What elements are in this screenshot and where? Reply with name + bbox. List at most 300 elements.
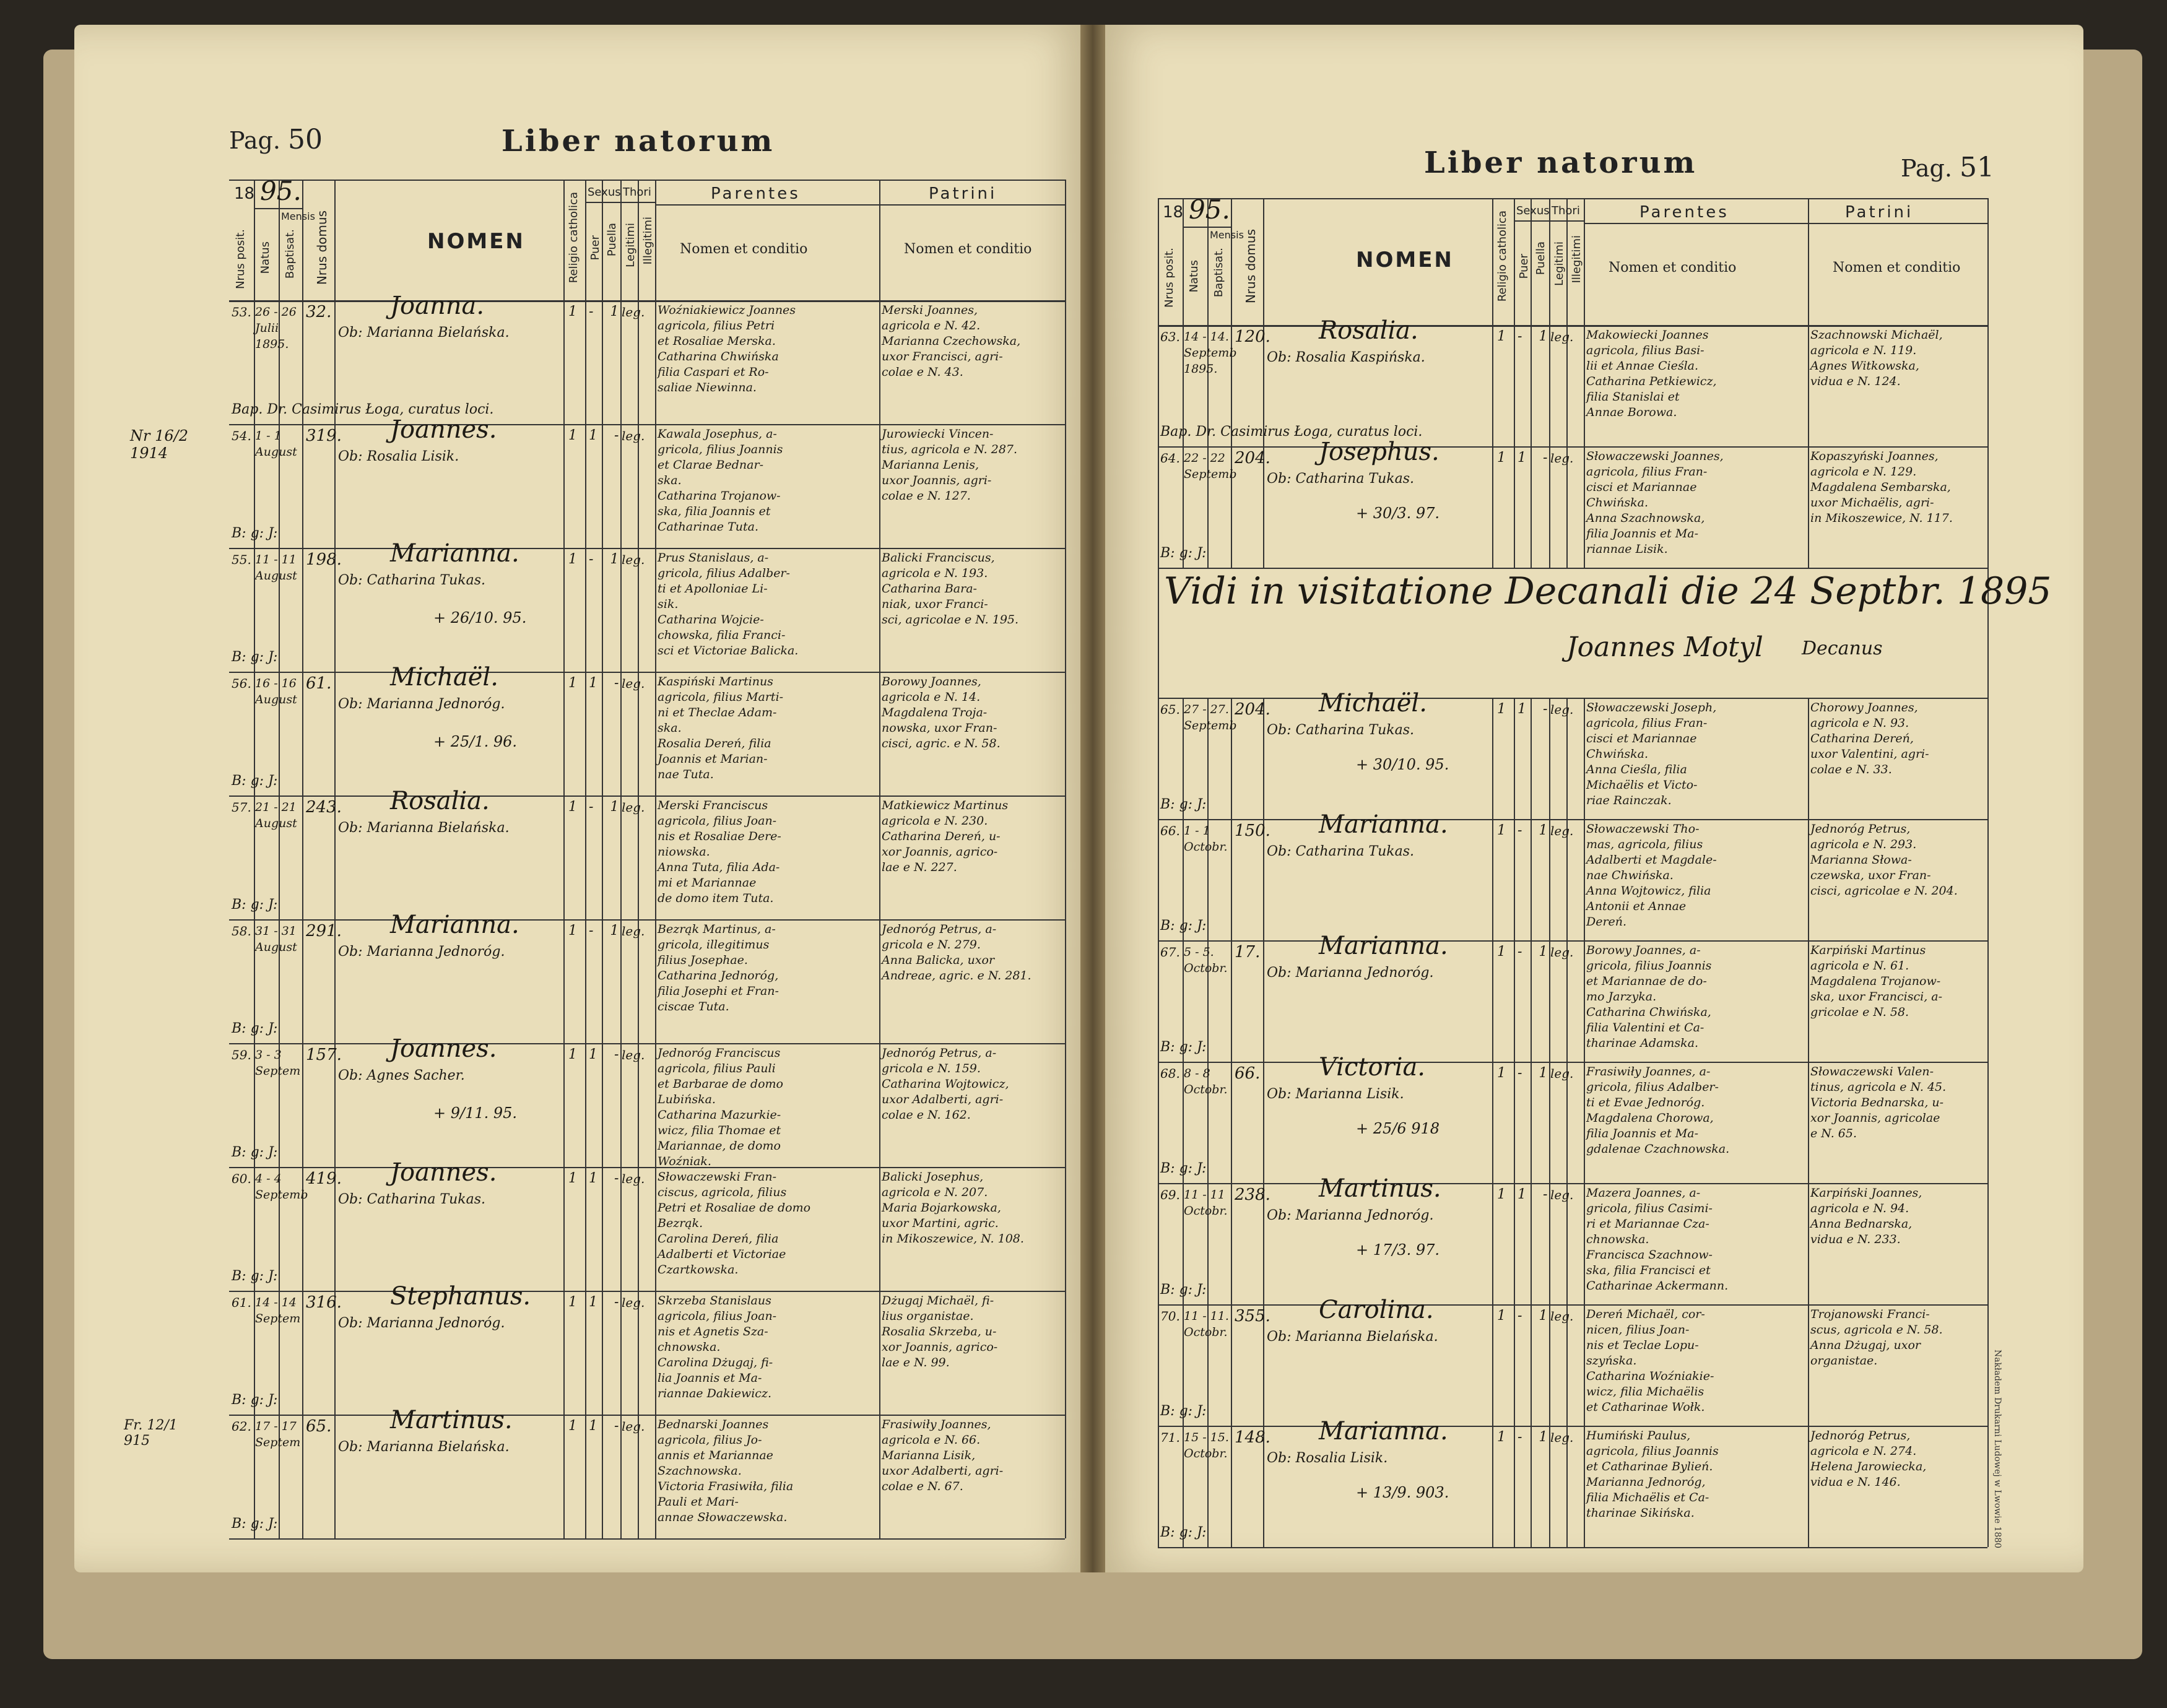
row-sex: - 1 [589, 799, 625, 815]
header-nomen-conditio: Nomen et conditio [680, 241, 808, 257]
row-legitimacy: leg. [1550, 1430, 1574, 1445]
row-baptizer: B: g: J: [232, 1268, 278, 1284]
row-parents: Kawala Josephus, a- gricola, filius Joannis et Clarae Bednar- ska. Catharina Trojanow- ska, filia Joannis et Catharinae Tuta. [658, 427, 783, 534]
table-rule [585, 180, 586, 1538]
year-prefix: 18 [234, 184, 255, 203]
table-rule [1158, 198, 1159, 1547]
table-rule [1158, 940, 1987, 942]
row-godparents: Trojanowski Franci- scus, agricola e N. 58. Anna Dżugaj, uxor organistae. [1810, 1307, 1943, 1368]
header-nomen: NOMEN [427, 229, 525, 254]
table-rule [1492, 698, 1493, 1547]
row-dates: 15 - 15. Octobr. [1184, 1431, 1229, 1460]
row-legitimacy: leg. [622, 1295, 645, 1310]
table-rule [1158, 568, 1987, 569]
row-dates: 27 - 27. Septemb [1184, 703, 1237, 732]
row-death-note: + 25/6 918 [1356, 1120, 1440, 1137]
table-rule [229, 548, 1065, 549]
table-rule [229, 919, 1065, 921]
row-child-name: Joanna. [390, 292, 485, 320]
table-rule [254, 180, 255, 1538]
header-mensis: Mensis [281, 210, 315, 222]
row-house-number: 32. [306, 303, 332, 321]
table-rule [1158, 1304, 1987, 1306]
year-suffix: 95. [260, 176, 302, 206]
row-parents: Słowaczewski Joseph, agricola, filius Fran- cisci et Mariannae Chwińska. Anna Cieśla, filia Michaëlis et Victo- riae Rainczak. [1586, 701, 1717, 807]
row-sex: - 1 [1518, 329, 1554, 344]
header-nomen-conditio: Nomen et conditio [904, 241, 1032, 257]
row-child-name: Marianna. [390, 539, 519, 568]
row-midwife: Ob: Marianna Jednoróg. [338, 1316, 505, 1331]
row-parents: Merski Franciscus agricola, filius Joan- nis et Rosaliae Dere- niowska. Anna Tuta, filia Ada- mi et Mariannae de domo item Tuta. [658, 799, 781, 905]
table-rule [1158, 698, 1987, 699]
row-midwife: Ob: Marianna Jednoróg. [1267, 1208, 1434, 1223]
row-legitimacy: leg. [622, 676, 645, 691]
book-gutter [1080, 25, 1105, 1572]
row-child-name: Marianna. [390, 911, 519, 939]
header-nrus-posit: Nrus posit. [1163, 248, 1176, 308]
header-mensis: Mensis [1210, 229, 1244, 241]
row-godparents: Kopaszyński Joannes, agricola e N. 129. Magdalena Sembarska, uxor Michaëlis, agri- in Mikoszewice, N. 117. [1810, 449, 1953, 525]
row-legitimacy: leg. [1550, 329, 1574, 344]
header-puella: Puella [1534, 241, 1547, 275]
header-legitimi: Legitimi [624, 223, 637, 267]
row-legitimacy: leg. [622, 552, 645, 567]
header-nomen-conditio: Nomen et conditio [1833, 260, 1961, 275]
row-parents: Jednoróg Franciscus agricola, filius Pauli et Barbarae de domo Lubińska. Catharina Mazurkie- wicz, filia Thomae et Mariannae, de domo Woźniak. [658, 1046, 783, 1168]
row-baptizer: B: g: J: [232, 1392, 278, 1408]
header-sexus: Sexus [588, 186, 621, 199]
table-rule [585, 202, 655, 203]
row-sex: - 1 [1518, 1065, 1554, 1081]
row-religion: 1 [1497, 823, 1506, 838]
table-rule [229, 1167, 1065, 1168]
table-rule [229, 180, 1065, 181]
row-legitimacy: leg. [622, 1171, 645, 1186]
row-sex: - 1 [589, 552, 625, 567]
row-midwife: Ob: Agnes Sacher. [338, 1068, 465, 1083]
row-death-note: + 30/3. 97. [1356, 505, 1440, 522]
row-house-number: 150. [1235, 821, 1270, 840]
table-rule [1158, 198, 1987, 199]
row-dates: 16 - 16 August [255, 677, 297, 706]
row-midwife: Ob: Marianna Jednoróg. [338, 944, 505, 960]
row-death-note: + 17/3. 97. [1356, 1241, 1440, 1259]
table-rule [1158, 1547, 1987, 1548]
table-rule [254, 208, 302, 209]
row-number: 70. [1160, 1309, 1180, 1324]
row-dates: 14 - 14. Septemb 1895. [1184, 330, 1237, 376]
header-patrini: Patrini [1845, 203, 1914, 222]
row-religion: 1 [1497, 1065, 1506, 1081]
row-baptizer: B: g: J: [1160, 1282, 1207, 1298]
row-number: 69. [1160, 1187, 1180, 1202]
row-godparents: Borowy Joannes, agricola e N. 14. Magdalena Troja- nowska, uxor Fran- cisci, agric. e N. 58. [882, 675, 1001, 750]
page-number: 51 [1960, 152, 1995, 183]
row-number: 55. [232, 552, 251, 567]
row-sex: 1 - [589, 1294, 625, 1310]
row-baptizer: Bap. Dr. Casimirus Łoga, curatus loci. [1160, 424, 1423, 440]
row-midwife: Ob: Rosalia Kaspińska. [1267, 350, 1425, 365]
header-religio: Religio catholica [1496, 210, 1509, 302]
row-house-number: 243. [306, 798, 342, 817]
table-rule [1549, 198, 1550, 568]
row-child-name: Martinus. [390, 1406, 513, 1434]
row-godparents: Balicki Josephus, agricola e N. 207. Maria Bojarkowska, uxor Martini, agric. in Mikoszewice, N. 108. [882, 1170, 1024, 1246]
header-illegitimi: Illegitimi [1570, 235, 1583, 284]
row-midwife: Ob: Catharina Tukas. [338, 573, 486, 588]
row-religion: 1 [1497, 1308, 1506, 1324]
table-rule [1584, 698, 1585, 1547]
row-religion: 1 [568, 1047, 577, 1062]
header-nrus-posit: Nrus posit. [234, 229, 247, 289]
row-legitimacy: leg. [1550, 1066, 1574, 1081]
row-house-number: 204. [1235, 449, 1270, 467]
row-religion: 1 [1497, 944, 1506, 960]
row-godparents: Jednoróg Petrus, a- gricola e N. 279. Anna Balicka, uxor Andreae, agric. e N. 281. [882, 922, 1031, 982]
row-dates: 11 - 11. Octobr. [1184, 1309, 1229, 1339]
header-parentes: Parentes [711, 184, 801, 203]
row-house-number: 120. [1235, 327, 1270, 346]
table-rule [229, 1538, 1065, 1540]
row-godparents: Szachnowski Michaël, agricola e N. 119. Agnes Witkowska, vidua e N. 124. [1810, 328, 1943, 388]
row-parents: Bezrąk Martinus, a- gricola, illegitimus filius Josephae. Catharina Jednoróg, filia Josephi et Fran- ciscae Tuta. [658, 922, 779, 1013]
page-label: Pag. [229, 127, 280, 154]
row-child-name: Victoria. [1319, 1053, 1426, 1082]
table-rule [1183, 198, 1184, 568]
table-rule [1065, 180, 1066, 1538]
table-rule [1808, 198, 1809, 568]
row-sex: 1 - [1518, 701, 1554, 717]
right-page-title: Liber natorum [1424, 145, 1698, 180]
row-religion: 1 [568, 552, 577, 567]
row-godparents: Balicki Franciscus, agricola e N. 193. Catharina Bara- niak, uxor Franci- sci, agricolae e N. 195. [882, 551, 1019, 626]
table-rule [1566, 198, 1568, 568]
row-number: 59. [232, 1047, 251, 1062]
row-number: 71. [1160, 1430, 1180, 1445]
row-child-name: Stephanus. [390, 1282, 531, 1311]
table-rule [655, 180, 656, 1538]
header-nomen-conditio: Nomen et conditio [1609, 260, 1737, 275]
row-child-name: Michaël. [390, 663, 498, 691]
left-page-title: Liber natorum [502, 124, 775, 158]
row-child-name: Marianna. [1319, 932, 1448, 960]
row-child-name: Marianna. [1319, 810, 1448, 839]
table-rule [879, 180, 880, 1538]
table-rule [602, 180, 603, 1538]
row-child-name: Michaël. [1319, 689, 1427, 717]
row-parents: Makowiecki Joannes agricola, filius Basi- lii et Annae Cieśla. Catharina Petkiewicz, filia Stanislai et Annae Borowa. [1586, 328, 1717, 419]
row-religion: 1 [1497, 1429, 1506, 1445]
row-parents: Dereń Michaël, cor- nicen, filius Joan- nis et Teclae Lopu- szyńska. Catharina Woźniakie- wicz, filia Michaëlis et Catharinae Wołk. [1586, 1307, 1714, 1414]
row-legitimacy: leg. [622, 924, 645, 939]
header-religio: Religio catholica [567, 192, 580, 284]
row-godparents: Jednoróg Petrus, a- gricola e N. 159. Catharina Wojtowicz, uxor Adalberti, agri- colae e N. 162. [882, 1046, 1009, 1122]
row-parents: Mazera Joannes, a- gricola, filius Casimi- ri et Mariannae Cza- chnowska. Francisca Szachnow- ska, filia Francisci et Catharinae Ackermann. [1586, 1186, 1729, 1293]
table-rule [1492, 198, 1493, 568]
table-rule [334, 180, 336, 1538]
table-rule [1207, 198, 1209, 568]
page-number: 50 [288, 124, 323, 155]
row-godparents: Chorowy Joannes, agricola e N. 93. Catharina Dereń, uxor Valentini, agri- colae e N. 33. [1810, 701, 1929, 776]
row-sex: - 1 [589, 923, 625, 939]
header-natus: Natus [1188, 260, 1201, 293]
row-house-number: 61. [306, 674, 332, 693]
row-dates: 21 - 21 August [255, 800, 297, 830]
row-house-number: 316. [306, 1293, 342, 1312]
row-legitimacy: leg. [622, 305, 645, 319]
row-baptizer: B: g: J: [1160, 918, 1207, 934]
row-midwife: Ob: Marianna Bielańska. [338, 325, 510, 340]
header-legitimi: Legitimi [1553, 241, 1566, 286]
row-dates: 17 - 17 Septem [255, 1420, 301, 1449]
row-godparents: Słowaczewski Valen- tinus, agricola e N. 45. Victoria Bednarska, u- xor Joannis, agricolae e N. 65. [1810, 1065, 1947, 1140]
row-baptizer: B: g: J: [232, 649, 278, 665]
table-rule [563, 180, 565, 1538]
row-number: 63. [1160, 329, 1180, 344]
row-legitimacy: leg. [1550, 1309, 1574, 1324]
row-house-number: 157. [306, 1046, 342, 1064]
table-rule [1231, 198, 1232, 568]
row-legitimacy: leg. [1550, 1187, 1574, 1202]
row-religion: 1 [1497, 329, 1506, 344]
row-godparents: Jurowiecki Vincen- tius, agricola e N. 287. Marianna Lenis, uxor Joannis, agri- colae e N. 127. [882, 427, 1018, 503]
left-page-number [229, 124, 323, 155]
row-baptizer: B: g: J: [232, 1021, 278, 1036]
table-rule [620, 180, 622, 1538]
header-nrus-domus: Nrus domus [1243, 229, 1258, 304]
row-child-name: Martinus. [1319, 1174, 1441, 1203]
row-parents: Słowaczewski Fran- ciscus, agricola, filius Petri et Rosaliae de domo Bezrąk. Carolina Dereń, filia Adalberti et Victoriae Czartkowska. [658, 1170, 811, 1277]
row-midwife: Ob: Rosalia Lisik. [338, 449, 459, 464]
row-house-number: 238. [1235, 1186, 1270, 1204]
row-religion: 1 [568, 1294, 577, 1310]
row-baptizer: B: g: J: [1160, 797, 1207, 812]
table-rule [229, 1291, 1065, 1292]
table-rule [1514, 198, 1515, 568]
row-midwife: Ob: Marianna Jednoróg. [338, 696, 505, 712]
row-religion: 1 [1497, 450, 1506, 466]
table-rule [1514, 220, 1584, 222]
header-sexus: Sexus [1516, 204, 1550, 217]
table-rule [229, 672, 1065, 673]
table-rule [1987, 198, 1989, 1547]
table-rule [1158, 325, 1987, 327]
row-death-note: + 9/11. 95. [433, 1104, 518, 1122]
row-religion: 1 [1497, 1187, 1506, 1202]
table-rule [1158, 1183, 1987, 1184]
row-midwife: Ob: Rosalia Lisik. [1267, 1450, 1388, 1466]
year-prefix: 18 [1163, 203, 1184, 222]
header-patrini: Patrini [929, 184, 997, 203]
header-parentes: Parentes [1639, 203, 1729, 222]
row-sex: 1 - [589, 1171, 625, 1186]
row-midwife: Ob: Catharina Tukas. [1267, 471, 1415, 487]
row-religion: 1 [568, 675, 577, 691]
row-death-note: + 25/1. 96. [433, 733, 518, 750]
row-legitimacy: leg. [1550, 945, 1574, 960]
table-rule [279, 180, 280, 1538]
row-child-name: Joannes. [390, 1158, 497, 1187]
row-death-note: + 26/10. 95. [433, 609, 527, 626]
margin-note: Nr 16/2 1914 [130, 427, 188, 462]
row-dates: 5 - 5. Octobr. [1184, 945, 1228, 975]
table-rule [1183, 227, 1231, 228]
row-number: 53. [232, 305, 251, 319]
row-dates: 14 - 14 Septem [255, 1296, 301, 1325]
row-midwife: Ob: Catharina Tukas. [1267, 722, 1415, 738]
visitation-note: Vidi in visitatione Decanali die 24 Septbr. 1895 [1164, 570, 2052, 613]
row-house-number: 355. [1235, 1307, 1270, 1325]
row-legitimacy: leg. [1550, 451, 1574, 466]
row-parents: Woźniakiewicz Joannes agricola, filius Petri et Rosaliae Merska. Catharina Chwińska filia Caspari et Ro- saliae Niewinna. [658, 303, 796, 394]
row-house-number: 66. [1235, 1064, 1261, 1083]
page-label: Pag. [1901, 155, 1952, 182]
row-parents: Bednarski Joannes agricola, filius Jo- annis et Mariannae Szachnowska. Victoria Frasiwiła, filia Pauli et Mari- annae Słowaczewska. [658, 1418, 794, 1524]
row-house-number: 204. [1235, 700, 1270, 719]
table-rule [1514, 698, 1515, 1547]
row-sex: 1 - [589, 1418, 625, 1434]
row-number: 54. [232, 428, 251, 443]
table-rule [638, 180, 639, 1538]
row-baptizer: B: g: J: [232, 1145, 278, 1160]
row-parents: Skrzeba Stanislaus agricola, filius Joan- nis et Agnetis Sza- chnowska. Carolina Dżugaj, fi- lia Joannis et Ma- riannae Dakiewicz. [658, 1294, 777, 1400]
row-midwife: Ob: Marianna Bielańska. [338, 820, 510, 836]
row-parents: Słowaczewski Joannes, agricola, filius Fran- cisci et Mariannae Chwińska. Anna Szachnowska, filia Joannis et Ma- riannae Lisik. [1586, 449, 1724, 556]
table-rule [229, 1415, 1065, 1416]
row-house-number: 65. [306, 1417, 332, 1436]
row-religion: 1 [568, 1418, 577, 1434]
row-number: 56. [232, 676, 251, 691]
row-godparents: Dżugaj Michaël, fi- lius organistae. Rosalia Skrzeba, u- xor Joannis, agrico- lae e N. 99. [882, 1294, 998, 1369]
row-religion: 1 [568, 1171, 577, 1186]
table-rule [1584, 198, 1585, 568]
table-rule [1263, 198, 1264, 568]
row-house-number: 419. [306, 1169, 342, 1188]
row-number: 62. [232, 1419, 251, 1434]
header-nrus-domus: Nrus domus [315, 210, 329, 285]
row-child-name: Josephus. [1319, 438, 1440, 466]
row-baptizer: B: g: J: [232, 1516, 278, 1532]
row-midwife: Ob: Catharina Tukas. [338, 1192, 486, 1207]
row-sex: - 1 [1518, 1308, 1554, 1324]
row-legitimacy: leg. [622, 1419, 645, 1434]
header-thori: Thori [1552, 204, 1580, 217]
row-baptizer: B: g: J: [1160, 1039, 1207, 1055]
row-child-name: Rosalia. [390, 787, 490, 815]
table-rule [1158, 446, 1987, 448]
row-sex: 1 - [589, 1047, 625, 1062]
row-dates: 11 - 11 August [255, 553, 297, 583]
table-rule [302, 180, 303, 1538]
row-baptizer: B: g: J: [232, 526, 278, 541]
row-religion: 1 [568, 304, 577, 319]
row-dates: 1 - 1 August [255, 429, 297, 459]
row-parents: Borowy Joannes, a- gricola, filius Joannis et Mariannae de do- mo Jarzyka. Catharina Chwińska, filia Valentini et Ca- tharinae Adamska. [1586, 943, 1712, 1050]
row-godparents: Frasiwiły Joannes, agricola e N. 66. Marianna Lisik, uxor Adalberti, agri- colae e N. 67. [882, 1418, 1004, 1493]
row-sex: - 1 [1518, 823, 1554, 838]
row-number: 58. [232, 924, 251, 939]
row-sex: 1 - [1518, 1187, 1554, 1202]
row-dates: 8 - 8 Octobr. [1184, 1067, 1228, 1096]
margin-note: Fr. 12/1 915 [124, 1418, 178, 1449]
header-thori: Thori [623, 186, 651, 199]
row-legitimacy: leg. [622, 428, 645, 443]
header-illegitimi: Illegitimi [641, 217, 654, 265]
row-legitimacy: leg. [1550, 702, 1574, 717]
header-baptisat: Baptisat. [1212, 248, 1225, 298]
row-baptizer: Bap. Dr. Casimirus Łoga, curatus loci. [232, 402, 494, 417]
row-parents: Prus Stanislaus, a- gricola, filius Adalber- ti et Apolloniae Li- sik. Catharina Wojcie- chowska, filia Franci- sci et Victoriae Balicka. [658, 551, 799, 657]
row-sex: 1 - [589, 428, 625, 443]
row-parents: Frasiwiły Joannes, a- gricola, filius Adalber- ti et Evae Jednoróg. Magdalena Chorowa, filia Joannis et Ma- gdalenae Czachnowska. [1586, 1065, 1730, 1156]
table-rule [1158, 819, 1987, 820]
row-midwife: Ob: Marianna Jednoróg. [1267, 965, 1434, 981]
row-number: 57. [232, 800, 251, 815]
row-sex: - 1 [1518, 944, 1554, 960]
row-house-number: 198. [306, 550, 342, 569]
row-child-name: Carolina. [1319, 1296, 1434, 1324]
row-house-number: 319. [306, 427, 342, 445]
table-rule [1531, 198, 1532, 568]
year-suffix: 95. [1189, 194, 1230, 225]
printer-imprint: Nakładem Drukarni Ludowej w Lwowie 1880 [1992, 1350, 2002, 1549]
row-midwife: Ob: Marianna Lisik. [1267, 1086, 1404, 1102]
row-house-number: 148. [1235, 1428, 1270, 1447]
table-rule [229, 424, 1065, 425]
row-baptizer: B: g: J: [1160, 1161, 1207, 1176]
dean-signature: Joannes Motyl [1566, 631, 1763, 663]
row-dates: 26 - 26 Julii 1895. [255, 305, 297, 351]
row-death-note: + 13/9. 903. [1356, 1484, 1449, 1501]
row-sex: 1 - [1518, 450, 1554, 466]
row-midwife: Ob: Marianna Bielańska. [338, 1439, 510, 1455]
dean-title: Decanus [1802, 638, 1883, 659]
row-godparents: Jednoróg Petrus, agricola e N. 293. Marianna Słowa- czewska, uxor Fran- cisci, agricolae e N. 204. [1810, 822, 1958, 898]
row-legitimacy: leg. [622, 800, 645, 815]
row-dates: 4 - 4 Septemb [255, 1172, 308, 1202]
row-godparents: Matkiewicz Martinus agricola e N. 230. Catharina Dereń, u- xor Joannis, agrico- lae e N. 227. [882, 799, 1009, 874]
row-parents: Słowaczewski Tho- mas, agricola, filius Adalberti et Magdale- nae Chwińska. Anna Wojtowicz, filia Antonii et Annae Dereń. [1586, 822, 1717, 929]
row-religion: 1 [1497, 701, 1506, 717]
header-puer: Puer [1518, 254, 1531, 279]
row-number: 61. [232, 1295, 251, 1310]
row-number: 60. [232, 1171, 251, 1186]
table-rule [229, 1043, 1065, 1044]
row-godparents: Merski Joannes, agricola e N. 42. Marianna Czechowska, uxor Francisci, agri- colae e N. 43. [882, 303, 1021, 379]
row-child-name: Joannes. [390, 415, 497, 444]
header-natus: Natus [259, 241, 272, 274]
row-baptizer: B: g: J: [232, 897, 278, 913]
row-dates: 31 - 31 August [255, 924, 297, 954]
row-legitimacy: leg. [622, 1047, 645, 1062]
row-house-number: 291. [306, 922, 342, 940]
row-number: 66. [1160, 823, 1180, 838]
row-godparents: Karpiński Martinus agricola e N. 61. Magdalena Trojanow- ska, uxor Francisci, a- gricolae e N. 58. [1810, 943, 1943, 1019]
header-baptisat: Baptisat. [284, 229, 297, 279]
row-sex: - 1 [589, 304, 625, 319]
right-page-number [1901, 152, 1994, 183]
header-puella: Puella [606, 223, 619, 257]
table-rule [229, 795, 1065, 797]
row-baptizer: B: g: J: [1160, 1403, 1207, 1419]
row-dates: 22 - 22 Septemb [1184, 451, 1237, 481]
header-puer: Puer [589, 235, 602, 261]
row-child-name: Joannes. [390, 1034, 497, 1063]
row-number: 64. [1160, 451, 1180, 466]
row-number: 68. [1160, 1066, 1180, 1081]
row-religion: 1 [568, 923, 577, 939]
row-parents: Humiński Paulus, agricola, filius Joannis et Catharinae Bylień. Marianna Jednoróg, filia Michaëlis et Ca- tharinae Sikińska. [1586, 1429, 1719, 1520]
